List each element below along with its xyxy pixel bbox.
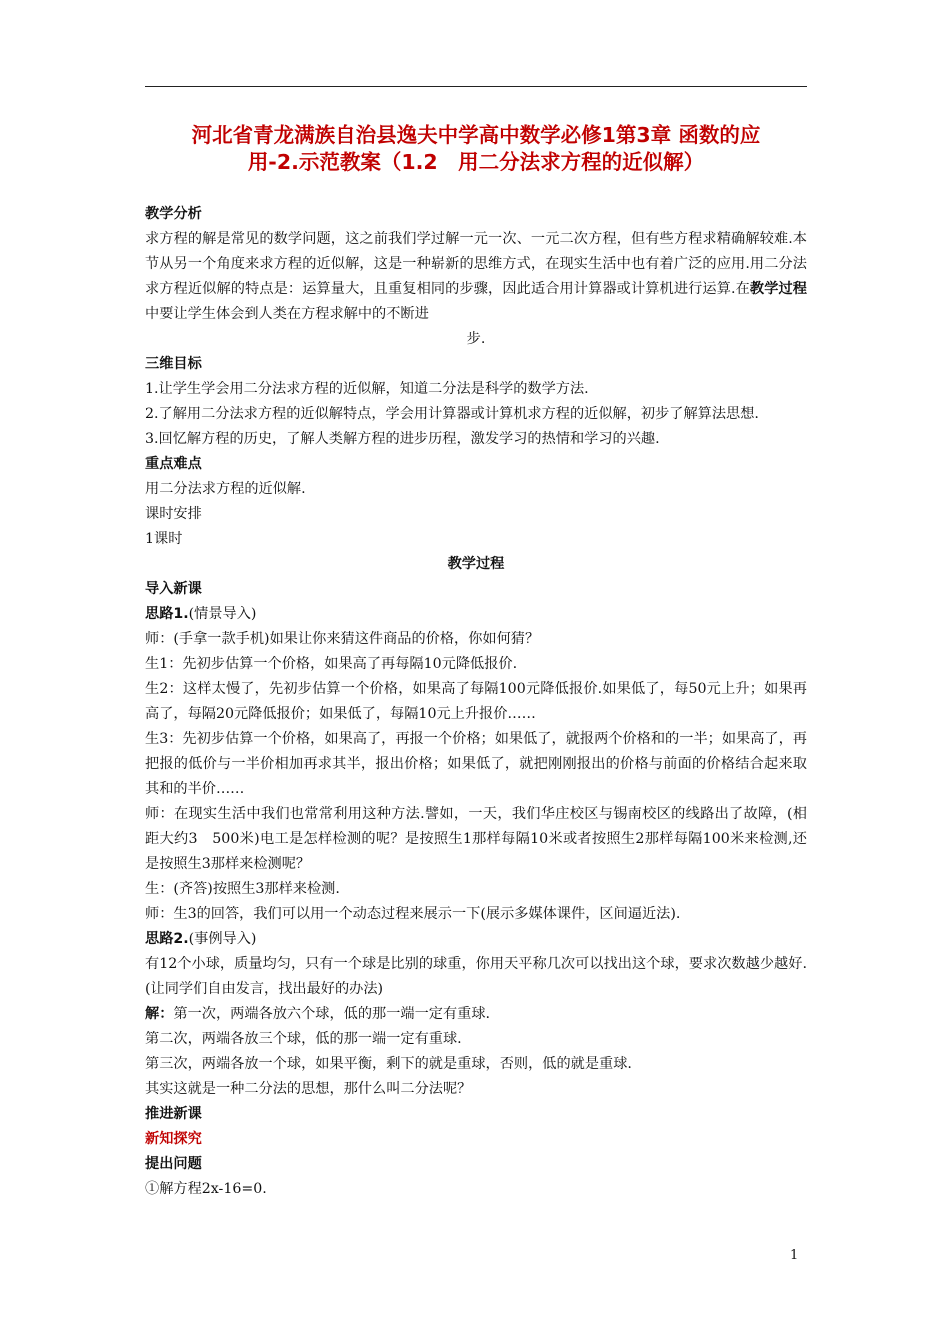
page-number: 1 bbox=[790, 1248, 799, 1263]
idea-2: 思路2.(事例导入) bbox=[145, 931, 257, 947]
title-line-1: 河北省青龙满族自治县逸夫中学高中数学必修1第3章 函数的应 bbox=[191, 123, 761, 147]
student-line-2: 生2：这样太慢了，先初步估算一个价格，如果高了每隔100元降低报价.如果低了，每50元上升；如果再高了，每隔20元降低报价；如果低了，每隔10元上升报价…… bbox=[145, 681, 807, 722]
case-text: 有12个小球，质量均匀，只有一个球是比别的球重，你用天平称几次可以找出这个球，要求次数越少越好.(让同学们自由发言，找出最好的办法) bbox=[145, 956, 807, 997]
document-body bbox=[145, 202, 807, 1202]
key-text: 用二分法求方程的近似解. bbox=[145, 481, 306, 497]
teacher-line-2: 师：在现实生活中我们也常常利用这种方法.譬如，一天，我们华庄校区与锡南校区的线路出了故障，(相距大约3 500米)电工是怎样检测的呢？是按照生1那样每隔10米或者按照生2那样每隔100米来检测,还是按照生3那样来检测呢？ bbox=[145, 806, 807, 872]
student-all-line: 生：(齐答)按照生3那样来检测. bbox=[145, 881, 340, 897]
section-heading-question: 提出问题 bbox=[145, 1156, 202, 1172]
solution-4: 其实这就是一种二分法的思想，那什么叫二分法呢？ bbox=[145, 1081, 472, 1097]
analysis-paragraph: 求方程的解是常见的数学问题，这之前我们学过解一元一次、一元二次方程，但有些方程求精确解较难.本节从另一个角度来求方程的近似解，这是一种崭新的思维方式，在现实生活中也有着广泛的应用.用二分法求方程近似解的特点是：运算量大，且重复相同的步骤，因此适合用计算器或计算机进行运算.在教学过程中要让学生体会到人类在方程求解中的不断进 bbox=[145, 231, 807, 322]
question-1: ①解方程2x-16=0. bbox=[145, 1181, 267, 1197]
section-heading-key: 重点难点 bbox=[145, 456, 202, 472]
solution-1: 解：第一次，两端各放六个球，低的那一端一定有重球. bbox=[145, 1006, 491, 1022]
document-title bbox=[145, 122, 807, 176]
idea-1: 思路1.(情景导入) bbox=[145, 606, 257, 622]
section-heading-advance: 推进新课 bbox=[145, 1106, 202, 1122]
title-line-2: 用-2.示范教案（1.2 用二分法求方程的近似解） bbox=[247, 150, 705, 174]
solution-2: 第二次，两端各放三个球，低的那一端一定有重球. bbox=[145, 1031, 462, 1047]
section-heading-goals: 三维目标 bbox=[145, 356, 202, 372]
goal-1: 1.让学生学会用二分法求方程的近似解，知道二分法是科学的数学方法. bbox=[145, 381, 589, 397]
solution-3: 第三次，两端各放一个球，如果平衡，剩下的就是重球，否则，低的就是重球. bbox=[145, 1056, 632, 1072]
section-heading-explore: 新知探究 bbox=[145, 1131, 202, 1147]
goal-3: 3.回忆解方程的历史，了解人类解方程的进步历程，激发学习的热情和学习的兴趣. bbox=[145, 431, 660, 447]
header-rule bbox=[145, 86, 807, 87]
teacher-line-3: 师：生3的回答，我们可以用一个动态过程来展示一下(展示多媒体课件，区间逼近法). bbox=[145, 906, 681, 922]
teacher-line-1: 师：(手拿一款手机)如果让你来猜这件商品的价格，你如何猜？ bbox=[145, 631, 540, 647]
goal-2: 2.了解用二分法求方程的近似解特点，学会用计算器或计算机求方程的近似解，初步了解算法思想. bbox=[145, 406, 759, 422]
analysis-tail: 步. bbox=[466, 331, 486, 347]
schedule-value: 1课时 bbox=[145, 531, 183, 547]
student-line-1: 生1：先初步估算一个价格，如果高了再每隔10元降低报价. bbox=[145, 656, 518, 672]
section-heading-analysis: 教学分析 bbox=[145, 206, 202, 222]
section-heading-process: 教学过程 bbox=[447, 556, 505, 572]
schedule-label: 课时安排 bbox=[145, 506, 202, 522]
student-line-3: 生3：先初步估算一个价格，如果高了，再报一个价格；如果低了，就报两个价格和的一半；如果高了，再把报的低价与一半价相加再求其半，报出价格；如果低了，就把刚刚报出的价格与前面的价格结合起来取其和的半价…… bbox=[145, 731, 807, 797]
inline-bold-process: 教学过程 bbox=[749, 281, 807, 297]
section-heading-intro: 导入新课 bbox=[145, 581, 202, 597]
